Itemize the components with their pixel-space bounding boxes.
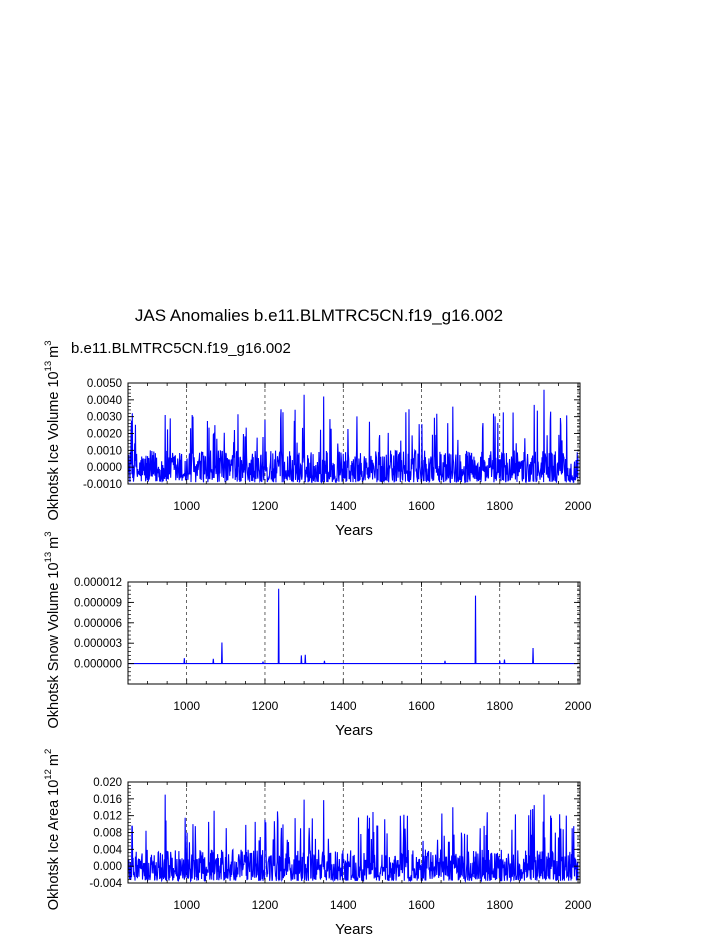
y-tick-label: 0.0000: [86, 462, 122, 475]
y-tick-label: 0.000003: [74, 638, 122, 651]
y-axis-label: Okhotsk Ice Volume $10^{13}m^3$: [43, 340, 62, 521]
x-tick-label: 2000: [564, 499, 592, 513]
y-axis-label: Okhotsk Ice Area $10^{12}m^2$: [43, 748, 62, 911]
x-tick-label: 1400: [329, 699, 357, 713]
y-tick-label: 0.016: [93, 793, 122, 806]
y-tick-label: 0.0010: [86, 445, 122, 458]
y-tick-label: 0.0050: [86, 378, 122, 390]
y-tick-label: 0.000012: [74, 577, 122, 589]
x-tick-label: 1000: [173, 898, 201, 912]
plot-frame: [128, 582, 580, 684]
y-tick-label: 0.0020: [86, 428, 122, 441]
y-tick-label: 0.000009: [74, 597, 122, 610]
panel-ice-area: [43, 749, 592, 935]
x-axis-label: Years: [335, 921, 373, 935]
x-tick-label: 1600: [408, 699, 435, 713]
y-tick-label: 0.000: [93, 861, 122, 874]
x-tick-label: 1200: [251, 699, 279, 713]
y-tick-label: -0.0010: [82, 479, 122, 491]
x-tick-label: 1400: [329, 499, 357, 513]
y-tick-label: -0.004: [89, 878, 122, 890]
x-tick-label: 1600: [408, 898, 435, 912]
y-tick-label: 0.000000: [74, 658, 122, 671]
y-tick-label: 0.0040: [86, 394, 122, 407]
y-tick-label: 0.012: [93, 810, 122, 823]
series-line-ice-area: [128, 795, 578, 881]
y-tick-label: 0.008: [93, 827, 122, 840]
y-tick-label: 0.0030: [86, 411, 122, 424]
x-axis-label: Years: [335, 522, 373, 539]
y-tick-label: 0.000006: [74, 617, 122, 630]
panel-ice-volume: [43, 340, 592, 539]
chart-subtitle: b.e11.BLMTRC5CN.f19_g16.002: [71, 340, 291, 357]
x-tick-label: 1200: [251, 898, 279, 912]
series-line-snow-volume: [128, 589, 578, 664]
y-tick-label: 0.004: [93, 844, 122, 857]
y-tick-label: 0.020: [93, 777, 122, 789]
x-tick-label: 1200: [251, 499, 279, 513]
x-tick-label: 1000: [173, 499, 201, 513]
panel-snow-volume: [43, 531, 592, 739]
x-axis-label: Years: [335, 722, 373, 739]
x-tick-label: 2000: [564, 898, 592, 912]
x-tick-label: 1600: [408, 499, 435, 513]
x-tick-label: 2000: [564, 699, 592, 713]
x-tick-label: 1800: [486, 699, 514, 713]
chart-title: JAS Anomalies b.e11.BLMTRC5CN.f19_g16.002: [134, 306, 504, 325]
x-tick-label: 1000: [173, 699, 201, 713]
x-tick-label: 1800: [486, 898, 514, 912]
x-tick-label: 1800: [486, 499, 514, 513]
x-tick-label: 1400: [329, 898, 357, 912]
series-line-ice-volume: [128, 390, 578, 483]
y-axis-label: Okhotsk Snow Volume $10^{13}m^3$: [43, 531, 62, 729]
